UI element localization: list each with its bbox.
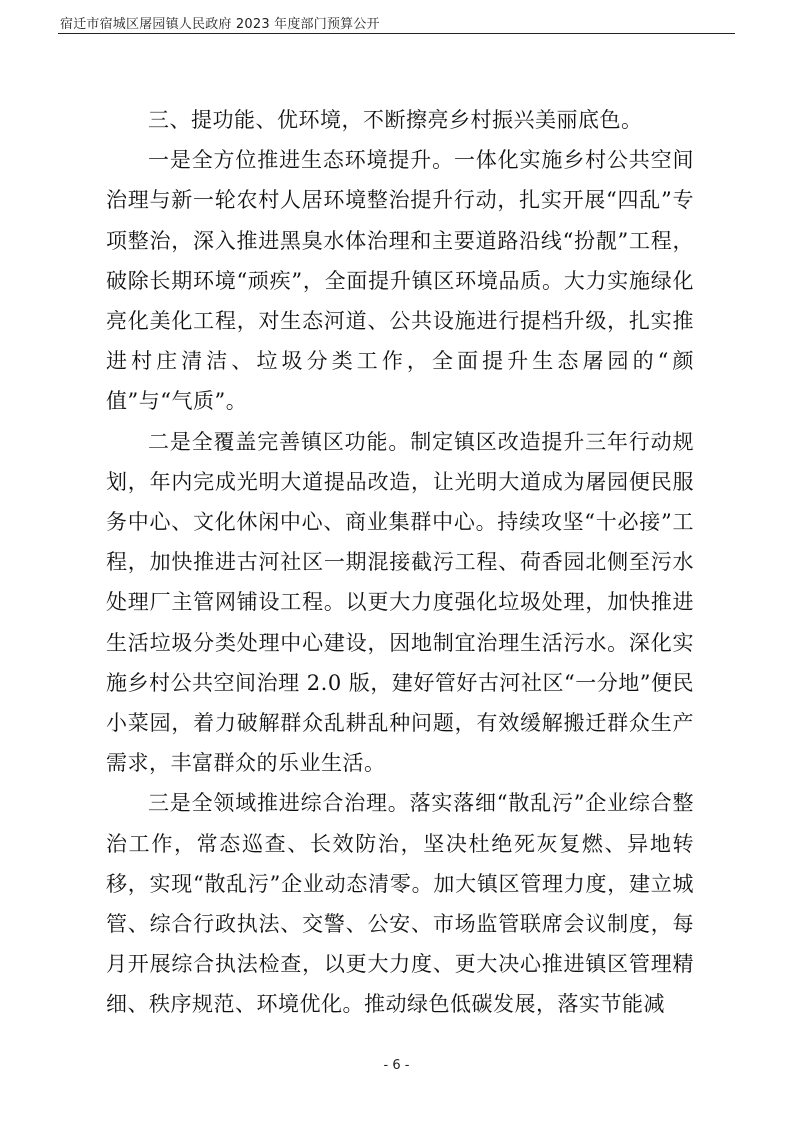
paragraph-governance: 三是全领域推进综合治理。落实落细“散乱污”企业综合整治工作，常态巡查、长效防治，坚决杜绝死灰复燃、异地转移，实现“散乱污”企业动态清零。加大镇区管理力度，建立城管、综合行政执法、交警、公安、市场监管联席会议制度，每月开展综合执法检查，以更大力度、更大决心推进镇区管理精细、秩序规范、环境优化。推动绿色低碳发展，落实节能减 [106, 791, 694, 1017]
header-title: 宿迁市宿城区屠园镇人民政府 2023 年度部门预算公开 [60, 17, 380, 32]
paragraph-town-function: 二是全覆盖完善镇区功能。制定镇区改造提升三年行动规划，年内完成光明大道提品改造，让光明大道成为屠园便民服务中心、文化休闲中心、商业集群中心。持续攻坚“十必接”工程，加快推进古河社区一期混接截污工程、荷香园北侧至污水处理厂主管网铺设工程。以更大力度强化垃圾处理，加快推进生活垃圾分类处理中心建设，因地制宜治理生活污水。深化实施乡村公共空间治理 2.0 版，建好管好古河社区“一分地”便民小菜园，着力破解群众乱耕乱种问题，有效缓解搬迁群众生产需求，丰富群众的乐业生活。 [106, 429, 694, 776]
page-header [58, 6, 735, 34]
page-number: - 6 - [383, 1058, 410, 1073]
section-heading: 三、提功能、优环境，不断擦亮乡村振兴美丽底色。 [148, 108, 643, 132]
document-body [106, 100, 694, 1025]
paragraph-ecology: 一是全方位推进生态环境提升。一体化实施乡村公共空间治理与新一轮农村人居环境整治提升行动，扎实开展“四乱”专项整治，深入推进黑臭水体治理和主要道路沿线“扮靓”工程，破除长期环境“顽疾”，全面提升镇区环境品质。大力实施绿化亮化美化工程，对生态河道、公共设施进行提档升级，扎实推进村庄清洁、垃圾分类工作，全面提升生态屠园的“颜值”与“气质”。 [106, 148, 694, 414]
